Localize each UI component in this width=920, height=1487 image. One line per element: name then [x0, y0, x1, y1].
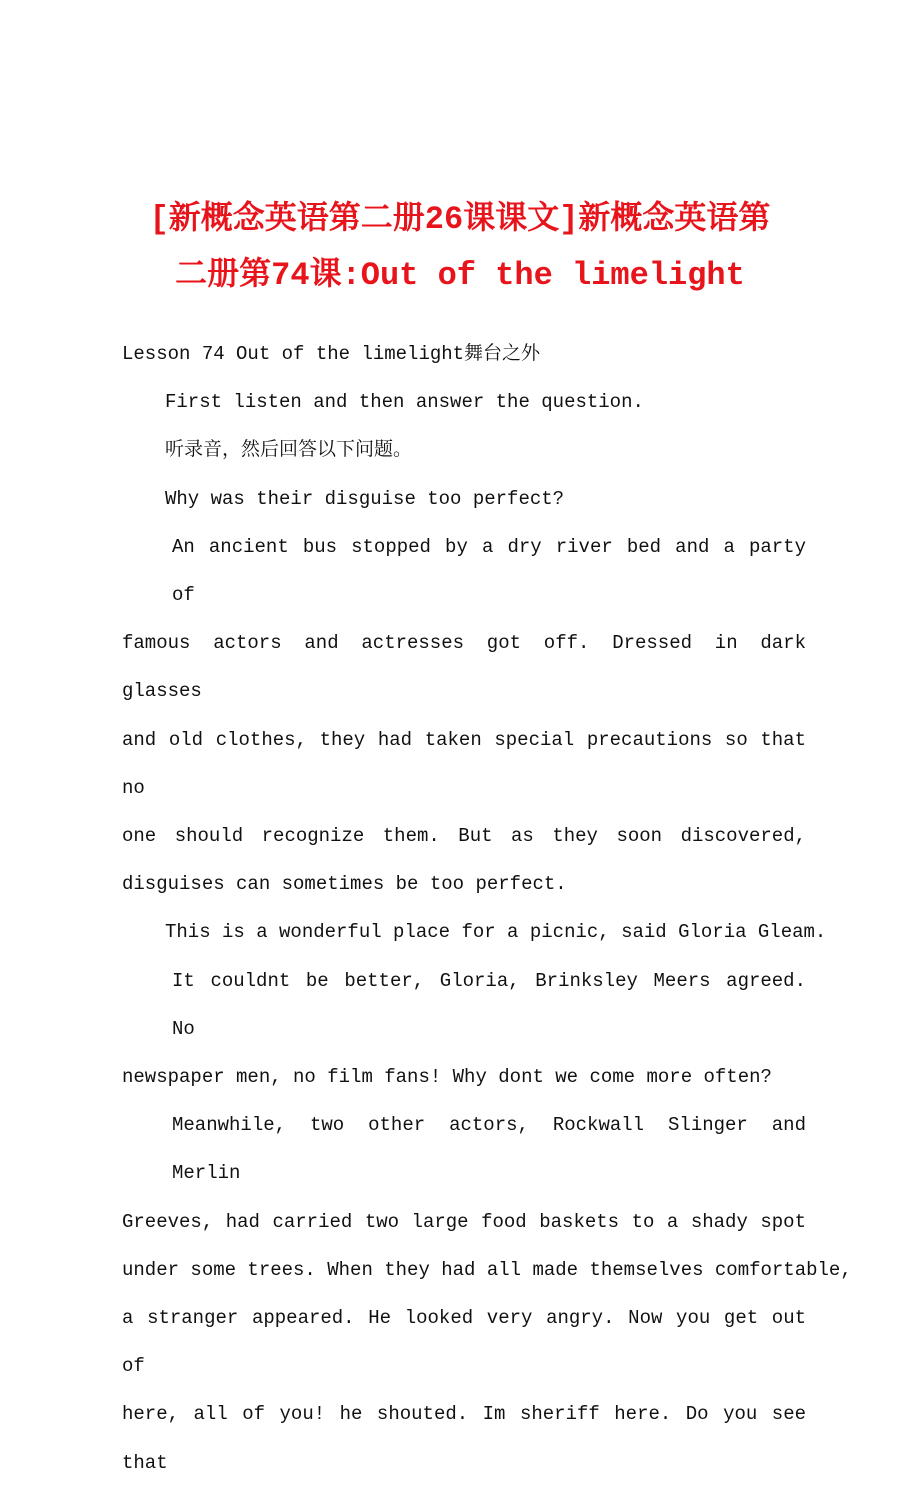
title-line-2: 二册第74课:Out of the limelight	[175, 257, 745, 294]
paragraph-1-line: and old clothes, they had taken special precautions so that no	[122, 728, 806, 799]
paragraph-1-line: one should recognize them. But as they soon discovered,	[122, 825, 806, 848]
title-line-1: [新概念英语第二册26课课文]新概念英语第	[149, 201, 771, 238]
paragraph-3	[122, 957, 812, 1102]
document-body	[122, 330, 852, 1487]
instruction-chinese: 听录音，然后回答以下问题。	[165, 439, 413, 462]
document-title	[100, 192, 820, 304]
paragraph-1-line: famous actors and actresses got off. Dressed in dark glasses	[122, 632, 806, 703]
paragraph-4-line: a stranger appeared. He looked very angry. Now you get out of	[122, 1307, 806, 1378]
paragraph-4	[122, 1101, 852, 1487]
paragraph-2: This is a wonderful place for a picnic, said Gloria Gleam.	[165, 921, 827, 944]
paragraph-4-line: Greeves, had carried two large food baskets to a shady spot	[122, 1210, 806, 1233]
question: Why was their disguise too perfect?	[165, 487, 565, 510]
paragraph-3-line: newspaper men, no film fans! Why dont we come more often?	[122, 1066, 772, 1089]
paragraph-4-line: Meanwhile, two other actors, Rockwall Slinger and Merlin	[172, 1114, 806, 1185]
paragraph-1-line: disguises can sometimes be too perfect.	[122, 873, 567, 896]
paragraph-4-line: under some trees. When they had all made themselves comfortable,	[122, 1258, 852, 1281]
paragraph-4-line: here, all of you! he shouted. Im sheriff here. Do you see that	[122, 1403, 806, 1474]
paragraph-1	[122, 523, 812, 909]
paragraph-1-line: An ancient bus stopped by a dry river bed and a party of	[172, 535, 806, 607]
paragraph-3-line: It couldnt be better, Gloria, Brinksley Meers agreed. No	[172, 969, 806, 1040]
instruction-english: First listen and then answer the question.	[165, 391, 644, 414]
lesson-heading: Lesson 74 Out of the limelight舞台之外	[122, 343, 541, 365]
